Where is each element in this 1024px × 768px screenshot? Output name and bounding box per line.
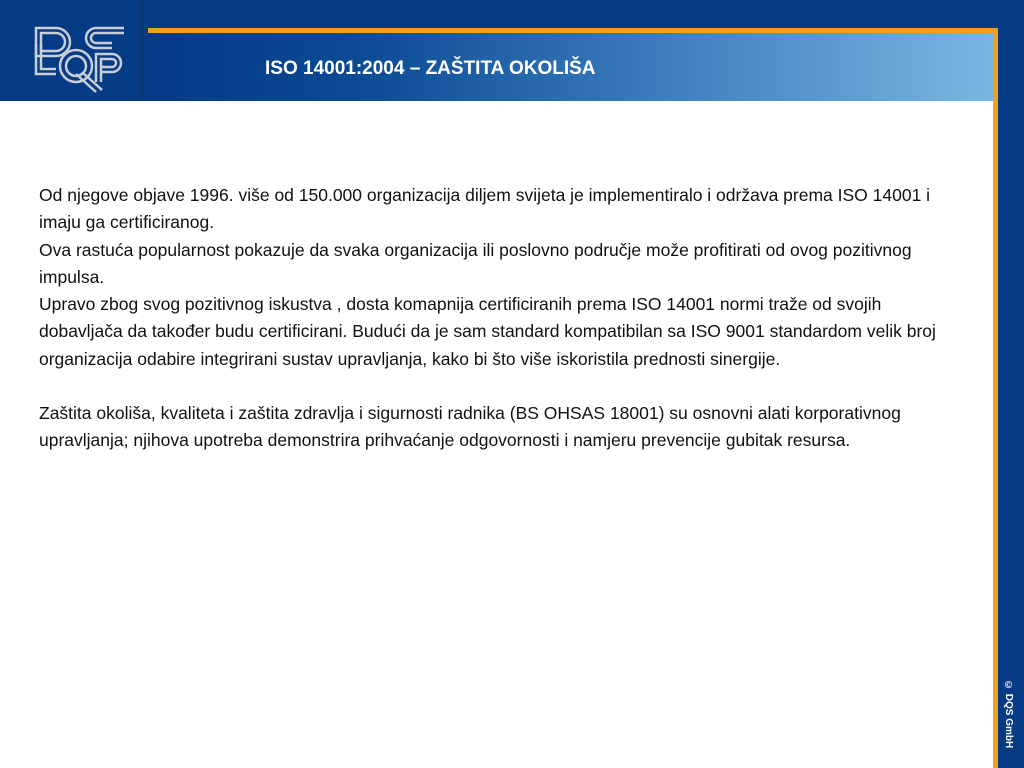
accent-line-right: [993, 28, 998, 768]
paragraph: Od njegove objave 1996. više od 150.000 organizacija diljem svijeta je implementiralo i održava prema ISO 14001 i imaju ga certificiranog.: [39, 185, 931, 233]
slide-title: ISO 14001:2004 – ZAŠTITA OKOLIŠA: [265, 58, 596, 79]
paragraph: Zaštita okoliša, kvaliteta i zaštita zdravlja i sigurnosti radnika (BS OHSAS 18001) su osnovni alati korporativnog upravljanja; njihova upotreba demonstrira prihvaćanje odgovornosti i namjeru prevencije gubitak resursa.: [39, 403, 901, 451]
copyright: © DQS GmbH: [1003, 680, 1014, 749]
dqs-logo: [32, 24, 128, 94]
paragraph: Ova rastuća popularnost pokazuje da svaka organizacija ili poslovno područje može profitirati od ovog pozitivnog impulsa.: [39, 239, 912, 287]
paragraph: Upravo zbog svog pozitivnog iskustva , dosta komapnija certificiranih prema ISO 14001 normi traže od svojih dobavljača da također budu certificirani. Budući da je sam standard kompatibilan sa ISO 9001 standardom velik broj organizacija odabire integrirani sustav upravljanja, kako bi što više iskoristila prednosti sinergije.: [39, 294, 936, 369]
logo-box: [0, 0, 143, 100]
accent-line-top: [148, 28, 998, 33]
body-text: [39, 182, 939, 455]
